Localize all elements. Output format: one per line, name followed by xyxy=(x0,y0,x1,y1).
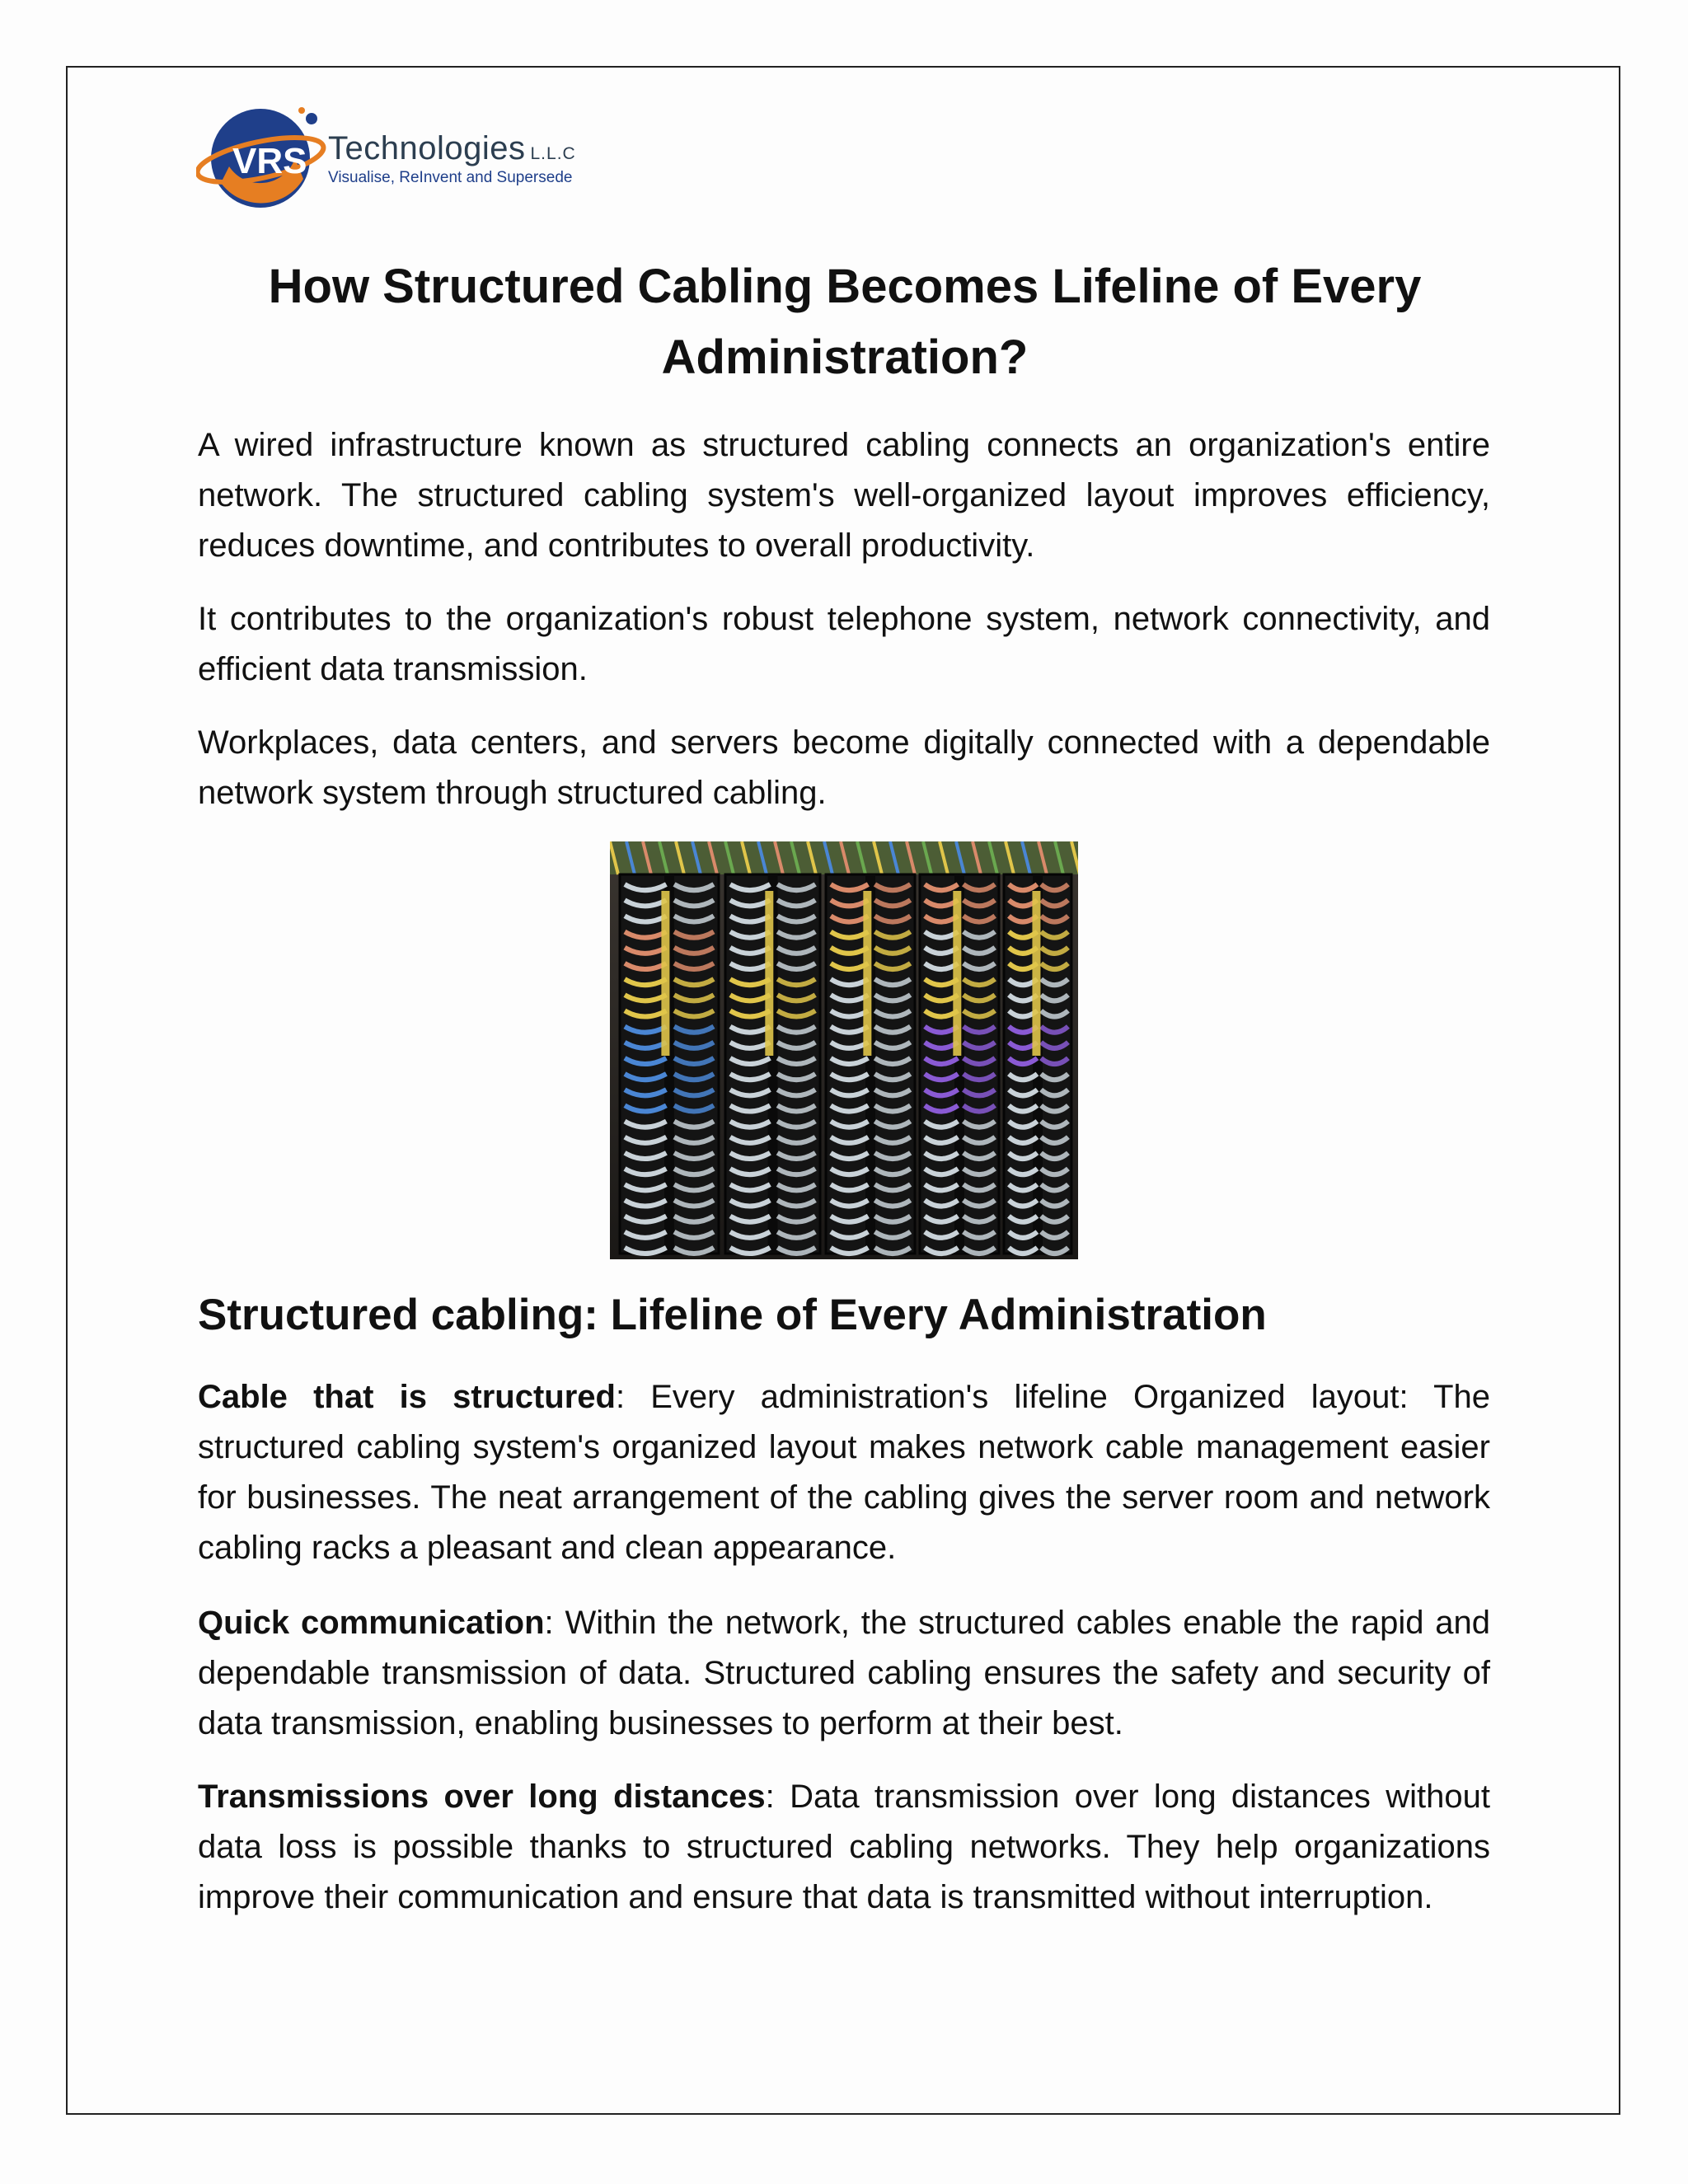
intro-paragraph-1: A wired infrastructure known as structured cabling connects an organization's entire network. The structured cabling system's well-organized layout improves efficiency, reduces downtime, and contributes to overall productivity. xyxy=(198,427,1490,564)
section-item-3-text: : Data transmission over long distances without data loss is possible thanks to structured cabling networks. They help organizations improve their communication and ensure that data is transmitted without interruption. xyxy=(198,1779,1490,1915)
logo-suffix: L.L.C xyxy=(530,144,576,163)
vrs-logo-mark xyxy=(196,101,328,216)
server-rack-cabling-photo xyxy=(610,841,1078,1259)
section-heading: Structured cabling: Lifeline of Every Administration xyxy=(198,1291,1267,1339)
section-item-2 xyxy=(198,1598,1490,1749)
rack-1 xyxy=(620,874,719,1254)
logo-mark-text: VRS xyxy=(232,141,307,181)
section-item-1-term: Cable that is structured xyxy=(198,1379,616,1415)
intro-paragraph-3: Workplaces, data centers, and servers become digitally connected with a dependable network system through structured cabling. xyxy=(198,724,1490,811)
rack-2 xyxy=(725,874,820,1254)
logo-tagline: Visualise, ReInvent and Supersede xyxy=(328,169,573,186)
intro-paragraph-2: It contributes to the organization's robust telephone system, network connectivity, and efficient data transmission. xyxy=(198,601,1490,687)
rack-4 xyxy=(920,874,999,1254)
page-title: How Structured Cabling Becomes Lifeline of Every Administration? xyxy=(268,260,1422,384)
logo-name: Technologies xyxy=(328,130,526,166)
section-item-3-term: Transmissions over long distances xyxy=(198,1779,766,1815)
section-item-3 xyxy=(198,1772,1490,1923)
section-item-2-term: Quick communication xyxy=(198,1605,545,1641)
rack-3 xyxy=(826,874,915,1254)
section-item-1 xyxy=(198,1372,1490,1573)
section-item-2-text: : Within the network, the structured cables enable the rapid and dependable transmission of data. Structured cabling ensures the safety and security of data transmission, enabling businesses to perform at their best. xyxy=(198,1605,1490,1741)
rack-5 xyxy=(1004,874,1071,1254)
section-item-1-text: : Every administration's lifeline Organized layout: The structured cabling system's organized layout makes network cable management easier for businesses. The neat arrangement of the cabling gives the server room and network cabling racks a pleasant and clean appearance. xyxy=(198,1379,1491,1566)
company-logo xyxy=(196,101,600,216)
